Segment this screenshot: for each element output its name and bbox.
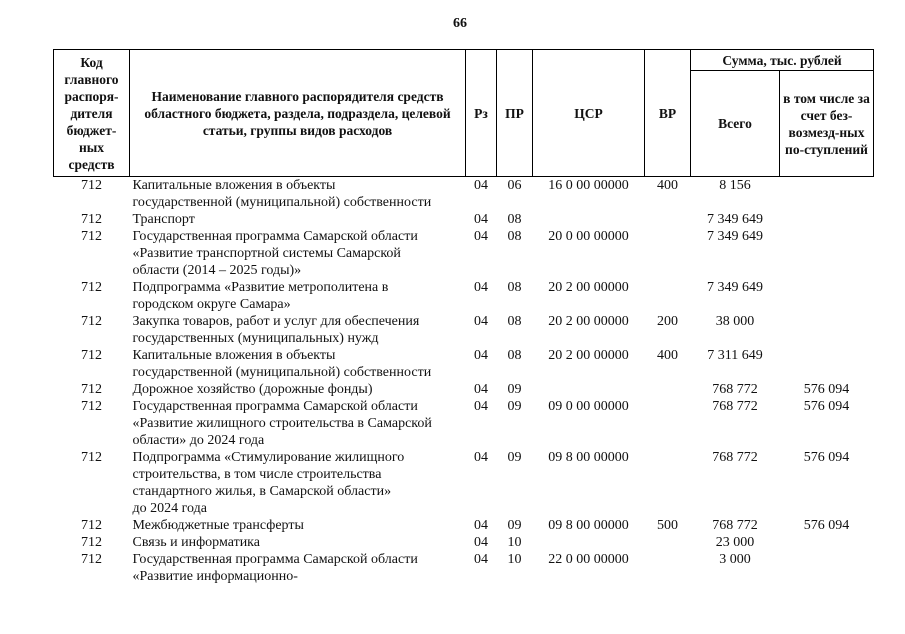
- cell-csr: [533, 534, 645, 551]
- name-line: государственной (муниципальной) собственности: [132, 195, 432, 210]
- cell-csr: 20 2 00 00000: [548, 314, 629, 329]
- name-line: стандартного жилья, в Самарской области»: [132, 484, 392, 499]
- cell-csr: 20 2 00 00000: [548, 280, 629, 295]
- name-line: Подпрограмма «Стимулирование жилищного: [132, 450, 405, 465]
- cell-name: [130, 398, 466, 449]
- table-row: [54, 347, 874, 381]
- table-row: [54, 398, 874, 449]
- cell-name: [130, 534, 466, 551]
- name-line: Капитальные вложения в объекты: [132, 178, 336, 193]
- cell-code: 712: [81, 229, 102, 244]
- name-line: области (2014 – 2025 годы)»: [132, 263, 302, 278]
- cell-rz: 04: [474, 229, 488, 244]
- table-row: [54, 279, 874, 313]
- cell-total: 38 000: [715, 314, 755, 329]
- cell-total: 7 349 649: [707, 229, 763, 244]
- cell-code: 712: [81, 280, 102, 295]
- cell-total: 23 000: [715, 535, 755, 550]
- cell-csr: 09 8 00 00000: [548, 450, 629, 465]
- cell-extra: 576 094: [803, 518, 850, 533]
- budget-table: [53, 49, 874, 585]
- name-line: Государственная программа Самарской области: [132, 229, 418, 244]
- cell-total: 768 772: [712, 518, 758, 533]
- cell-csr: 20 0 00 00000: [548, 229, 629, 244]
- cell-csr: 09 8 00 00000: [548, 518, 629, 533]
- cell-code: 712: [81, 535, 102, 550]
- cell-code: 712: [81, 399, 102, 414]
- cell-vr: [645, 211, 691, 228]
- header-name: Наименование главного распорядителя средств областного бюджета, раздела, подраздела, целевой статьи, группы видов расходов: [130, 50, 466, 177]
- cell-vr: [645, 449, 691, 517]
- name-line: Закупка товаров, работ и услуг для обеспечения: [132, 314, 420, 329]
- name-line: до 2024 года: [132, 501, 207, 516]
- cell-rz: 04: [474, 314, 488, 329]
- table-row: [54, 517, 874, 534]
- table-row: [54, 177, 874, 212]
- name-line: Государственная программа Самарской области: [132, 552, 418, 567]
- cell-extra: 576 094: [803, 450, 850, 465]
- cell-vr: [645, 534, 691, 551]
- cell-vr: 500: [657, 518, 678, 533]
- cell-name: [130, 177, 466, 212]
- cell-extra: [780, 313, 874, 347]
- table-row: [54, 534, 874, 551]
- cell-code: 712: [81, 450, 102, 465]
- cell-extra: [780, 347, 874, 381]
- cell-pr: 08: [507, 280, 522, 295]
- cell-extra: [780, 228, 874, 279]
- cell-name: [130, 449, 466, 517]
- header-vr: ВР: [645, 50, 691, 177]
- table-header: [54, 50, 874, 177]
- cell-vr: 400: [657, 348, 678, 363]
- cell-pr: 08: [507, 212, 522, 227]
- cell-csr: 22 0 00 00000: [548, 552, 629, 567]
- cell-pr: 09: [507, 399, 522, 414]
- name-line: Дорожное хозяйство (дорожные фонды): [132, 382, 373, 397]
- name-line: «Развитие информационно-: [132, 569, 298, 584]
- cell-total: 7 349 649: [707, 212, 763, 227]
- cell-rz: 04: [474, 212, 488, 227]
- cell-name: [130, 551, 466, 585]
- cell-extra: 576 094: [803, 399, 850, 414]
- name-line: Подпрограмма «Развитие метрополитена в: [132, 280, 389, 295]
- cell-pr: 08: [507, 229, 522, 244]
- name-line: государственных (муниципальных) нужд: [132, 331, 379, 346]
- name-line: государственной (муниципальной) собственности: [132, 365, 432, 380]
- cell-extra: 576 094: [803, 382, 850, 397]
- table-body: [54, 177, 874, 586]
- name-line: строительства, в том числе строительства: [132, 467, 382, 482]
- cell-extra: [780, 279, 874, 313]
- name-line: области» до 2024 года: [132, 433, 265, 448]
- cell-total: 768 772: [712, 382, 758, 397]
- header-code: Код главного распоря-дителя бюджет-ных средств: [54, 50, 130, 177]
- name-line: Межбюджетные трансферты: [132, 518, 304, 533]
- cell-total: 8 156: [719, 178, 751, 193]
- cell-pr: 09: [507, 450, 522, 465]
- table-row: [54, 211, 874, 228]
- cell-total: 768 772: [712, 399, 758, 414]
- cell-name: [130, 313, 466, 347]
- name-line: «Развитие жилищного строительства в Самарской: [132, 416, 432, 431]
- cell-extra: [780, 211, 874, 228]
- cell-csr: 20 2 00 00000: [548, 348, 629, 363]
- header-pr: ПР: [497, 50, 533, 177]
- cell-rz: 04: [474, 399, 488, 414]
- header-extra: в том числе за счет без-возмезд-ных по-ступлений: [780, 71, 874, 177]
- table-row: [54, 449, 874, 517]
- cell-vr: [645, 551, 691, 585]
- cell-vr: [645, 279, 691, 313]
- cell-code: 712: [81, 348, 102, 363]
- cell-pr: 09: [507, 518, 522, 533]
- cell-total: 7 311 649: [707, 348, 763, 363]
- cell-extra: [780, 551, 874, 585]
- page-number: 66: [453, 16, 467, 31]
- cell-rz: 04: [474, 535, 488, 550]
- cell-csr: 09 0 00 00000: [548, 399, 629, 414]
- header-total: Всего: [691, 71, 780, 177]
- cell-vr: [645, 228, 691, 279]
- cell-csr: [533, 211, 645, 228]
- cell-code: 712: [81, 212, 102, 227]
- cell-name: [130, 279, 466, 313]
- name-line: «Развитие транспортной системы Самарской: [132, 246, 401, 261]
- cell-pr: 06: [507, 178, 522, 193]
- cell-name: [130, 381, 466, 398]
- cell-pr: 08: [507, 314, 522, 329]
- table-row: [54, 381, 874, 398]
- cell-vr: 200: [657, 314, 678, 329]
- cell-vr: 400: [657, 178, 678, 193]
- cell-total: 3 000: [719, 552, 751, 567]
- header-csr: ЦСР: [533, 50, 645, 177]
- cell-name: [130, 347, 466, 381]
- name-line: Капитальные вложения в объекты: [132, 348, 336, 363]
- cell-rz: 04: [474, 348, 488, 363]
- cell-pr: 10: [507, 535, 522, 550]
- cell-extra: [780, 177, 874, 212]
- header-sum-group: Сумма, тыс. рублей: [691, 50, 874, 71]
- cell-code: 712: [81, 178, 102, 193]
- cell-pr: 08: [507, 348, 522, 363]
- name-line: городском округе Самара»: [132, 297, 291, 312]
- cell-vr: [645, 381, 691, 398]
- header-rz: Рз: [466, 50, 497, 177]
- cell-total: 768 772: [712, 450, 758, 465]
- cell-rz: 04: [474, 178, 488, 193]
- cell-rz: 04: [474, 518, 488, 533]
- cell-rz: 04: [474, 382, 488, 397]
- name-line: Транспорт: [132, 212, 195, 227]
- name-line: Связь и информатика: [132, 535, 260, 550]
- cell-csr: [533, 381, 645, 398]
- cell-pr: 09: [507, 382, 522, 397]
- table-row: [54, 551, 874, 585]
- cell-vr: [645, 398, 691, 449]
- cell-total: 7 349 649: [707, 280, 763, 295]
- cell-rz: 04: [474, 552, 488, 567]
- cell-name: [130, 228, 466, 279]
- cell-pr: 10: [507, 552, 522, 567]
- table-row: [54, 313, 874, 347]
- cell-code: 712: [81, 518, 102, 533]
- cell-code: 712: [81, 552, 102, 567]
- table-row: [54, 228, 874, 279]
- name-line: Государственная программа Самарской области: [132, 399, 418, 414]
- cell-code: 712: [81, 382, 102, 397]
- cell-name: [130, 211, 466, 228]
- cell-extra: [780, 534, 874, 551]
- cell-csr: 16 0 00 00000: [548, 178, 629, 193]
- cell-code: 712: [81, 314, 102, 329]
- cell-rz: 04: [474, 450, 488, 465]
- cell-name: [130, 517, 466, 534]
- cell-rz: 04: [474, 280, 488, 295]
